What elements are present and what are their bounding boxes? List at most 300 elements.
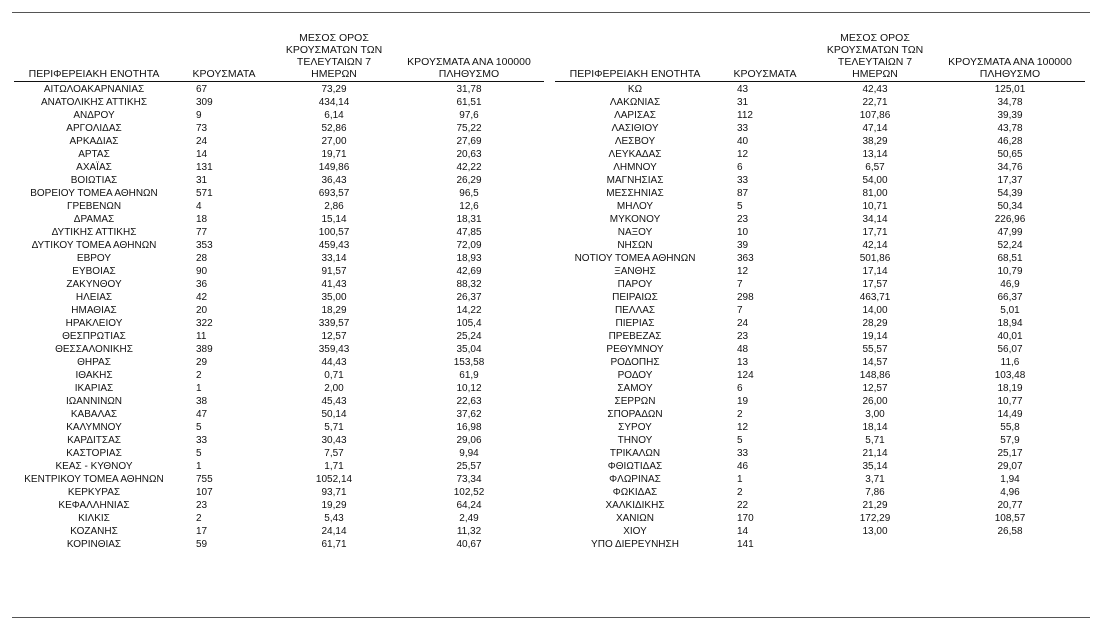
cell-per100k: 10,12	[456, 383, 482, 394]
cell-cases: 20	[196, 305, 208, 316]
cell-avg7: 19,14	[862, 331, 888, 342]
cell-avg7	[815, 538, 935, 551]
cell-per100k: 153,58	[453, 357, 485, 368]
table-row	[555, 369, 1085, 382]
table-row	[14, 460, 544, 473]
cell-avg7: 1052,14	[315, 474, 353, 485]
cell-avg7: 33,14	[321, 253, 347, 264]
cell-avg7: 47,14	[862, 123, 888, 134]
right-table-header	[555, 32, 1085, 82]
cell-cases: 7	[737, 305, 743, 316]
cell-cases: 29	[196, 357, 208, 368]
cell-cases: 10	[737, 227, 749, 238]
cell-cases: 107	[196, 487, 213, 498]
table-row	[555, 356, 1085, 369]
header-avg7: ΜΕΣΟΣ ΟΡΟΣ ΚΡΟΥΣΜΑΤΩΝ ΤΩΝ ΤΕΛΕΥΤΑΙΩΝ 7 ΗΜΕΡΩΝ	[826, 32, 924, 80]
cell-cases: 33	[737, 175, 749, 186]
table-row	[14, 122, 544, 135]
cell-region: ΛΑΡΙΣΑΣ	[614, 110, 656, 121]
cell-per100k: 125,01	[994, 84, 1026, 95]
cell-per100k: 4,96	[1000, 487, 1020, 498]
cell-avg7: 359,43	[318, 344, 350, 355]
cell-avg7: 81,00	[862, 188, 888, 199]
table-row	[555, 96, 1085, 109]
table-row	[555, 252, 1085, 265]
table-row	[14, 525, 544, 538]
cell-region: ΡΟΔΟΠΗΣ	[610, 357, 660, 368]
cell-region: ΙΩΑΝΝΙΝΩΝ	[65, 396, 123, 407]
header-region: ΠΕΡΙΦΕΡΕΙΑΚΗ ΕΝΟΤΗΤΑ	[569, 68, 701, 80]
table-row	[14, 330, 544, 343]
cell-avg7: 21,29	[862, 500, 888, 511]
cell-region: ΙΚΑΡΙΑΣ	[74, 383, 114, 394]
cell-cases: 40	[737, 136, 749, 147]
cell-cases: 1	[196, 383, 202, 394]
cell-avg7: 27,00	[321, 136, 347, 147]
cell-region: ΣΠΟΡΑΔΩΝ	[607, 409, 663, 420]
cell-per100k: 29,07	[997, 461, 1023, 472]
bottom-rule	[12, 617, 1090, 618]
cell-cases: 33	[737, 123, 749, 134]
table-row	[555, 434, 1085, 447]
cell-region: ΤΡΙΚΑΛΩΝ	[609, 448, 661, 459]
cell-cases: 353	[196, 240, 213, 251]
cell-per100k: 56,07	[997, 344, 1023, 355]
cell-region: ΒΟΙΩΤΙΑΣ	[70, 175, 118, 186]
cell-avg7: 34,14	[862, 214, 888, 225]
table-row	[14, 499, 544, 512]
header-region: ΠΕΡΙΦΕΡΕΙΑΚΗ ΕΝΟΤΗΤΑ	[28, 68, 160, 80]
table-row	[555, 317, 1085, 330]
cell-per100k: 105,4	[456, 318, 482, 329]
cell-cases: 33	[196, 435, 208, 446]
cell-per100k: 18,31	[456, 214, 482, 225]
cell-cases: 90	[196, 266, 208, 277]
cell-avg7: 91,57	[321, 266, 347, 277]
cell-avg7: 21,14	[862, 448, 888, 459]
cell-avg7: 61,71	[321, 539, 347, 550]
cell-per100k: 108,57	[994, 513, 1026, 524]
cell-avg7: 52,86	[321, 123, 347, 134]
cell-per100k: 25,17	[997, 448, 1023, 459]
cell-per100k: 96,5	[459, 188, 479, 199]
table-row	[14, 291, 544, 304]
cell-region: ΦΘΙΩΤΙΔΑΣ	[607, 461, 663, 472]
cell-region: ΑΧΑΪΑΣ	[76, 162, 112, 173]
cell-avg7: 148,86	[859, 370, 891, 381]
table-row	[14, 200, 544, 213]
right-table	[555, 32, 1085, 551]
cell-per100k: 64,24	[456, 500, 482, 511]
cell-avg7: 17,14	[862, 266, 888, 277]
cell-avg7: 73,29	[321, 84, 347, 95]
cell-region: ΕΥΒΟΙΑΣ	[72, 266, 116, 277]
cell-avg7: 30,43	[321, 435, 347, 446]
cell-per100k: 34,78	[997, 97, 1023, 108]
table-row	[14, 473, 544, 486]
cell-per100k: 27,69	[456, 136, 482, 147]
cell-region: ΘΕΣΣΑΛΟΝΙΚΗΣ	[55, 344, 133, 355]
cell-per100k: 14,22	[456, 305, 482, 316]
cell-cases: 5	[196, 422, 202, 433]
cell-cases: 5	[196, 448, 202, 459]
table-row	[14, 213, 544, 226]
cell-region: ΚΑΡΔΙΤΣΑΣ	[67, 435, 121, 446]
cell-cases: 31	[196, 175, 208, 186]
cell-region: ΚΙΛΚΙΣ	[78, 513, 110, 524]
cell-cases: 6	[737, 162, 743, 173]
cell-cases: 33	[737, 448, 749, 459]
cell-avg7: 13,14	[862, 149, 888, 160]
cell-region: ΛΑΣΙΘΙΟΥ	[611, 123, 659, 134]
cell-per100k: 40,01	[997, 331, 1023, 342]
cell-region: ΜΗΛΟΥ	[616, 201, 654, 212]
cell-cases: 47	[196, 409, 208, 420]
table-row	[555, 135, 1085, 148]
cell-cases: 31	[737, 97, 749, 108]
cell-avg7: 0,71	[324, 370, 344, 381]
table-row	[14, 512, 544, 525]
table-row	[14, 382, 544, 395]
cell-region: ΚΟΡΙΝΘΙΑΣ	[66, 539, 122, 550]
header-cases: ΚΡΟΥΣΜΑΤΑ	[733, 68, 797, 80]
cell-cases: 2	[196, 370, 202, 381]
table-row	[14, 369, 544, 382]
table-row	[555, 421, 1085, 434]
table-row	[14, 174, 544, 187]
cell-per100k: 75,22	[456, 123, 482, 134]
cell-cases: 5	[737, 201, 743, 212]
table-row	[14, 161, 544, 174]
cell-avg7: 22,71	[862, 97, 888, 108]
cell-avg7: 17,71	[862, 227, 888, 238]
cell-avg7: 42,43	[862, 84, 888, 95]
table-row	[14, 356, 544, 369]
table-row	[555, 408, 1085, 421]
cell-cases: 42	[196, 292, 208, 303]
table-row	[555, 161, 1085, 174]
cell-cases: 755	[196, 474, 213, 485]
cell-cases: 1	[737, 474, 743, 485]
cell-region: ΚΕΡΚΥΡΑΣ	[67, 487, 121, 498]
cell-cases: 124	[737, 370, 754, 381]
cell-cases: 28	[196, 253, 208, 264]
cell-cases: 87	[737, 188, 749, 199]
cell-avg7: 107,86	[859, 110, 891, 121]
table-row	[14, 421, 544, 434]
table-row	[555, 538, 1085, 551]
table-row	[14, 447, 544, 460]
cell-avg7: 3,00	[865, 409, 885, 420]
cell-cases: 11	[196, 331, 207, 342]
cell-region: ΜΕΣΣΗΝΙΑΣ	[606, 188, 664, 199]
cell-avg7: 5,43	[324, 513, 344, 524]
cell-cases: 363	[737, 253, 754, 264]
cell-avg7: 17,57	[862, 279, 888, 290]
cell-avg7: 28,29	[862, 318, 888, 329]
cell-per100k: 1,94	[1000, 474, 1020, 485]
cell-per100k: 14,49	[997, 409, 1023, 420]
table-row	[555, 382, 1085, 395]
cell-region: ΘΕΣΠΡΩΤΙΑΣ	[62, 331, 126, 342]
cell-region: ΧΑΝΙΩΝ	[615, 513, 655, 524]
table-row	[14, 486, 544, 499]
cell-region: ΣΕΡΡΩΝ	[614, 396, 656, 407]
cell-per100k: 34,76	[997, 162, 1023, 173]
cell-cases: 17	[196, 526, 208, 537]
cell-region: ΓΡΕΒΕΝΩΝ	[66, 201, 122, 212]
cell-cases: 77	[196, 227, 208, 238]
cell-per100k: 61,51	[456, 97, 482, 108]
cell-region: ΠΕΙΡΑΙΩΣ	[612, 292, 658, 303]
left-table	[14, 32, 544, 551]
cell-per100k: 2,49	[459, 513, 479, 524]
cell-per100k: 31,78	[456, 84, 482, 95]
header-avg7: ΜΕΣΟΣ ΟΡΟΣ ΚΡΟΥΣΜΑΤΩΝ ΤΩΝ ΤΕΛΕΥΤΑΙΩΝ 7 ΗΜΕΡΩΝ	[285, 32, 383, 80]
cell-per100k: 10,79	[997, 266, 1023, 277]
cell-per100k: 54,39	[997, 188, 1023, 199]
cell-region: ΗΡΑΚΛΕΙΟΥ	[65, 318, 123, 329]
cell-per100k: 68,51	[997, 253, 1023, 264]
cell-cases: 12	[737, 149, 749, 160]
cell-cases: 24	[196, 136, 208, 147]
table-row	[14, 135, 544, 148]
cell-per100k: 47,99	[997, 227, 1023, 238]
cell-per100k: 20,77	[997, 500, 1023, 511]
cell-cases: 38	[196, 396, 208, 407]
cell-region: ΦΛΩΡΙΝΑΣ	[609, 474, 661, 485]
cell-region: ΕΒΡΟΥ	[76, 253, 112, 264]
cell-per100k: 11,6	[1000, 357, 1020, 368]
cell-region: ΛΑΚΩΝΙΑΣ	[609, 97, 661, 108]
cell-avg7: 50,14	[321, 409, 347, 420]
cell-cases: 2	[737, 409, 743, 420]
cell-region: ΠΙΕΡΙΑΣ	[615, 318, 655, 329]
cell-region: ΑΡΤΑΣ	[78, 149, 110, 160]
cell-cases: 48	[737, 344, 749, 355]
cell-per100k: 25,57	[456, 461, 482, 472]
table-row	[14, 148, 544, 161]
cell-region: ΚΑΛΥΜΝΟΥ	[66, 422, 122, 433]
cell-per100k: 18,93	[456, 253, 482, 264]
cell-cases: 1	[196, 461, 202, 472]
cell-region: ΦΩΚΙΔΑΣ	[612, 487, 658, 498]
cell-cases: 59	[196, 539, 208, 550]
cell-cases: 39	[737, 240, 749, 251]
cell-cases: 12	[737, 422, 749, 433]
table-row	[555, 122, 1085, 135]
cell-avg7: 339,57	[318, 318, 350, 329]
cell-per100k: 29,06	[456, 435, 482, 446]
cell-avg7: 3,71	[865, 474, 885, 485]
cell-region: ΜΥΚΟΝΟΥ	[609, 214, 661, 225]
cell-region: ΔΥΤΙΚΗΣ ΑΤΤΙΚΗΣ	[51, 227, 137, 238]
cell-region: ΛΕΥΚΑΔΑΣ	[608, 149, 662, 160]
cell-cases: 24	[737, 318, 749, 329]
table-row	[555, 187, 1085, 200]
table-row	[555, 278, 1085, 291]
cell-avg7: 26,00	[862, 396, 888, 407]
table-row	[555, 109, 1085, 122]
table-row	[555, 512, 1085, 525]
cell-per100k: 102,52	[453, 487, 485, 498]
table-row	[14, 226, 544, 239]
table-row	[14, 317, 544, 330]
cell-avg7: 100,57	[318, 227, 350, 238]
table-row	[14, 109, 544, 122]
cell-per100k: 40,67	[456, 539, 482, 550]
cell-region: ΑΙΤΩΛΟΑΚΑΡΝΑΝΙΑΣ	[43, 84, 145, 95]
table-row	[555, 239, 1085, 252]
cell-region: ΠΡΕΒΕΖΑΣ	[608, 331, 662, 342]
cell-avg7: 19,29	[321, 500, 347, 511]
cell-cases: 2	[196, 513, 202, 524]
cell-avg7: 5,71	[324, 422, 344, 433]
cell-region: ΑΝΔΡΟΥ	[73, 110, 115, 121]
cell-avg7: 55,57	[862, 344, 888, 355]
cell-per100k: 47,85	[456, 227, 482, 238]
cell-per100k: 97,6	[459, 110, 479, 121]
cell-avg7: 54,00	[862, 175, 888, 186]
cell-cases: 7	[737, 279, 743, 290]
cell-region: ΧΑΛΚΙΔΙΚΗΣ	[605, 500, 665, 511]
cell-region: ΣΥΡΟΥ	[618, 422, 652, 433]
cell-region: ΘΗΡΑΣ	[77, 357, 111, 368]
cell-region: ΛΕΣΒΟΥ	[614, 136, 656, 147]
cell-cases: 73	[196, 123, 208, 134]
cell-per100k: 10,77	[997, 396, 1023, 407]
cell-per100k: 18,19	[997, 383, 1023, 394]
table-row	[14, 265, 544, 278]
cell-region: ΗΜΑΘΙΑΣ	[71, 305, 117, 316]
header-per100k: ΚΡΟΥΣΜΑΤΑ ΑΝΑ 100000 ΠΛΗΘΥΣΜΟ	[948, 56, 1072, 80]
cell-avg7: 12,57	[862, 383, 888, 394]
cell-cases: 23	[196, 500, 208, 511]
cell-avg7: 38,29	[862, 136, 888, 147]
cell-avg7: 15,14	[321, 214, 347, 225]
cell-avg7: 2,00	[324, 383, 344, 394]
cell-per100k: 35,04	[456, 344, 482, 355]
table-row	[14, 187, 544, 200]
table-row	[14, 83, 544, 96]
cell-cases: 43	[737, 84, 749, 95]
cell-cases: 18	[196, 214, 208, 225]
cell-region: ΚΟΖΑΝΗΣ	[70, 526, 118, 537]
cell-avg7: 434,14	[318, 97, 350, 108]
cell-per100k: 11,32	[456, 526, 482, 537]
cell-region: ΔΡΑΜΑΣ	[73, 214, 115, 225]
table-row	[555, 174, 1085, 187]
cell-avg7: 693,57	[318, 188, 350, 199]
cell-avg7: 7,57	[324, 448, 344, 459]
cell-region: ΑΡΚΑΔΙΑΣ	[69, 136, 119, 147]
table-row	[14, 434, 544, 447]
cell-cases: 2	[737, 487, 743, 498]
cell-region: ΡΕΘΥΜΝΟΥ	[606, 344, 664, 355]
cell-cases: 389	[196, 344, 213, 355]
cell-avg7: 13,00	[862, 526, 888, 537]
cell-cases: 67	[196, 84, 208, 95]
table-row	[555, 291, 1085, 304]
cell-per100k: 88,32	[456, 279, 482, 290]
table-row	[555, 473, 1085, 486]
cell-per100k: 46,28	[997, 136, 1023, 147]
cell-cases: 6	[737, 383, 743, 394]
table-row	[555, 343, 1085, 356]
cell-per100k: 18,94	[997, 318, 1023, 329]
cell-cases: 19	[737, 396, 749, 407]
table-row	[14, 304, 544, 317]
cell-region: ΠΑΡΟΥ	[617, 279, 653, 290]
top-rule	[12, 12, 1090, 13]
cell-region: ΚΑΒΑΛΑΣ	[70, 409, 118, 420]
table-row	[555, 460, 1085, 473]
table-row	[14, 96, 544, 109]
cell-per100k: 52,24	[997, 240, 1023, 251]
table-row	[555, 486, 1085, 499]
cell-region: ΔΥΤΙΚΟΥ ΤΟΜΕΑ ΑΘΗΝΩΝ	[31, 240, 157, 251]
cell-avg7: 6,57	[865, 162, 885, 173]
cell-cases: 23	[737, 331, 749, 342]
cell-per100k: 25,24	[456, 331, 482, 342]
table-row	[14, 239, 544, 252]
cell-avg7: 14,57	[862, 357, 888, 368]
cell-per100k: 9,94	[459, 448, 479, 459]
cell-avg7: 10,71	[862, 201, 888, 212]
table-row	[555, 330, 1085, 343]
cell-per100k	[935, 538, 1085, 551]
table-row	[555, 499, 1085, 512]
cell-region: ΚΕΝΤΡΙΚΟΥ ΤΟΜΕΑ ΑΘΗΝΩΝ	[24, 474, 164, 485]
cell-region: ΞΑΝΘΗΣ	[614, 266, 656, 277]
cell-cases: 4	[196, 201, 202, 212]
cell-per100k: 57,9	[1000, 435, 1020, 446]
table-row	[555, 226, 1085, 239]
cell-avg7: 6,14	[324, 110, 344, 121]
cell-per100k: 26,29	[456, 175, 482, 186]
cell-region: ΚΕΑΣ - ΚΥΘΝΟΥ	[55, 461, 133, 472]
cell-cases: 141	[737, 539, 754, 550]
cell-region: ΧΙΟΥ	[623, 526, 647, 537]
cell-per100k: 55,8	[1000, 422, 1020, 433]
cell-avg7: 24,14	[321, 526, 347, 537]
cell-region: ΥΠΟ ΔΙΕΡΕΥΝΗΣΗ	[591, 539, 679, 550]
cell-avg7: 35,14	[862, 461, 888, 472]
cell-avg7: 1,71	[324, 461, 344, 472]
table-row	[14, 252, 544, 265]
header-per100k: ΚΡΟΥΣΜΑΤΑ ΑΝΑ 100000 ΠΛΗΘΥΣΜΟ	[407, 56, 531, 80]
cell-per100k: 42,69	[456, 266, 482, 277]
cell-per100k: 226,96	[994, 214, 1026, 225]
cell-avg7: 149,86	[318, 162, 350, 173]
cell-per100k: 26,37	[456, 292, 482, 303]
cell-avg7: 44,43	[321, 357, 347, 368]
cell-per100k: 66,37	[997, 292, 1023, 303]
cell-cases: 46	[737, 461, 749, 472]
cell-region: ΣΑΜΟΥ	[617, 383, 653, 394]
cell-avg7: 501,86	[859, 253, 891, 264]
cell-avg7: 14,00	[862, 305, 888, 316]
cell-per100k: 73,34	[456, 474, 482, 485]
right-table-body	[555, 82, 1085, 551]
cell-region: ΝΑΞΟΥ	[617, 227, 653, 238]
cell-per100k: 42,22	[456, 162, 482, 173]
cell-per100k: 39,39	[997, 110, 1023, 121]
cell-cases: 309	[196, 97, 213, 108]
cell-cases: 13	[737, 357, 749, 368]
cell-region: ΑΡΓΟΛΙΔΑΣ	[66, 123, 122, 134]
cell-region: ΠΕΛΛΑΣ	[614, 305, 656, 316]
